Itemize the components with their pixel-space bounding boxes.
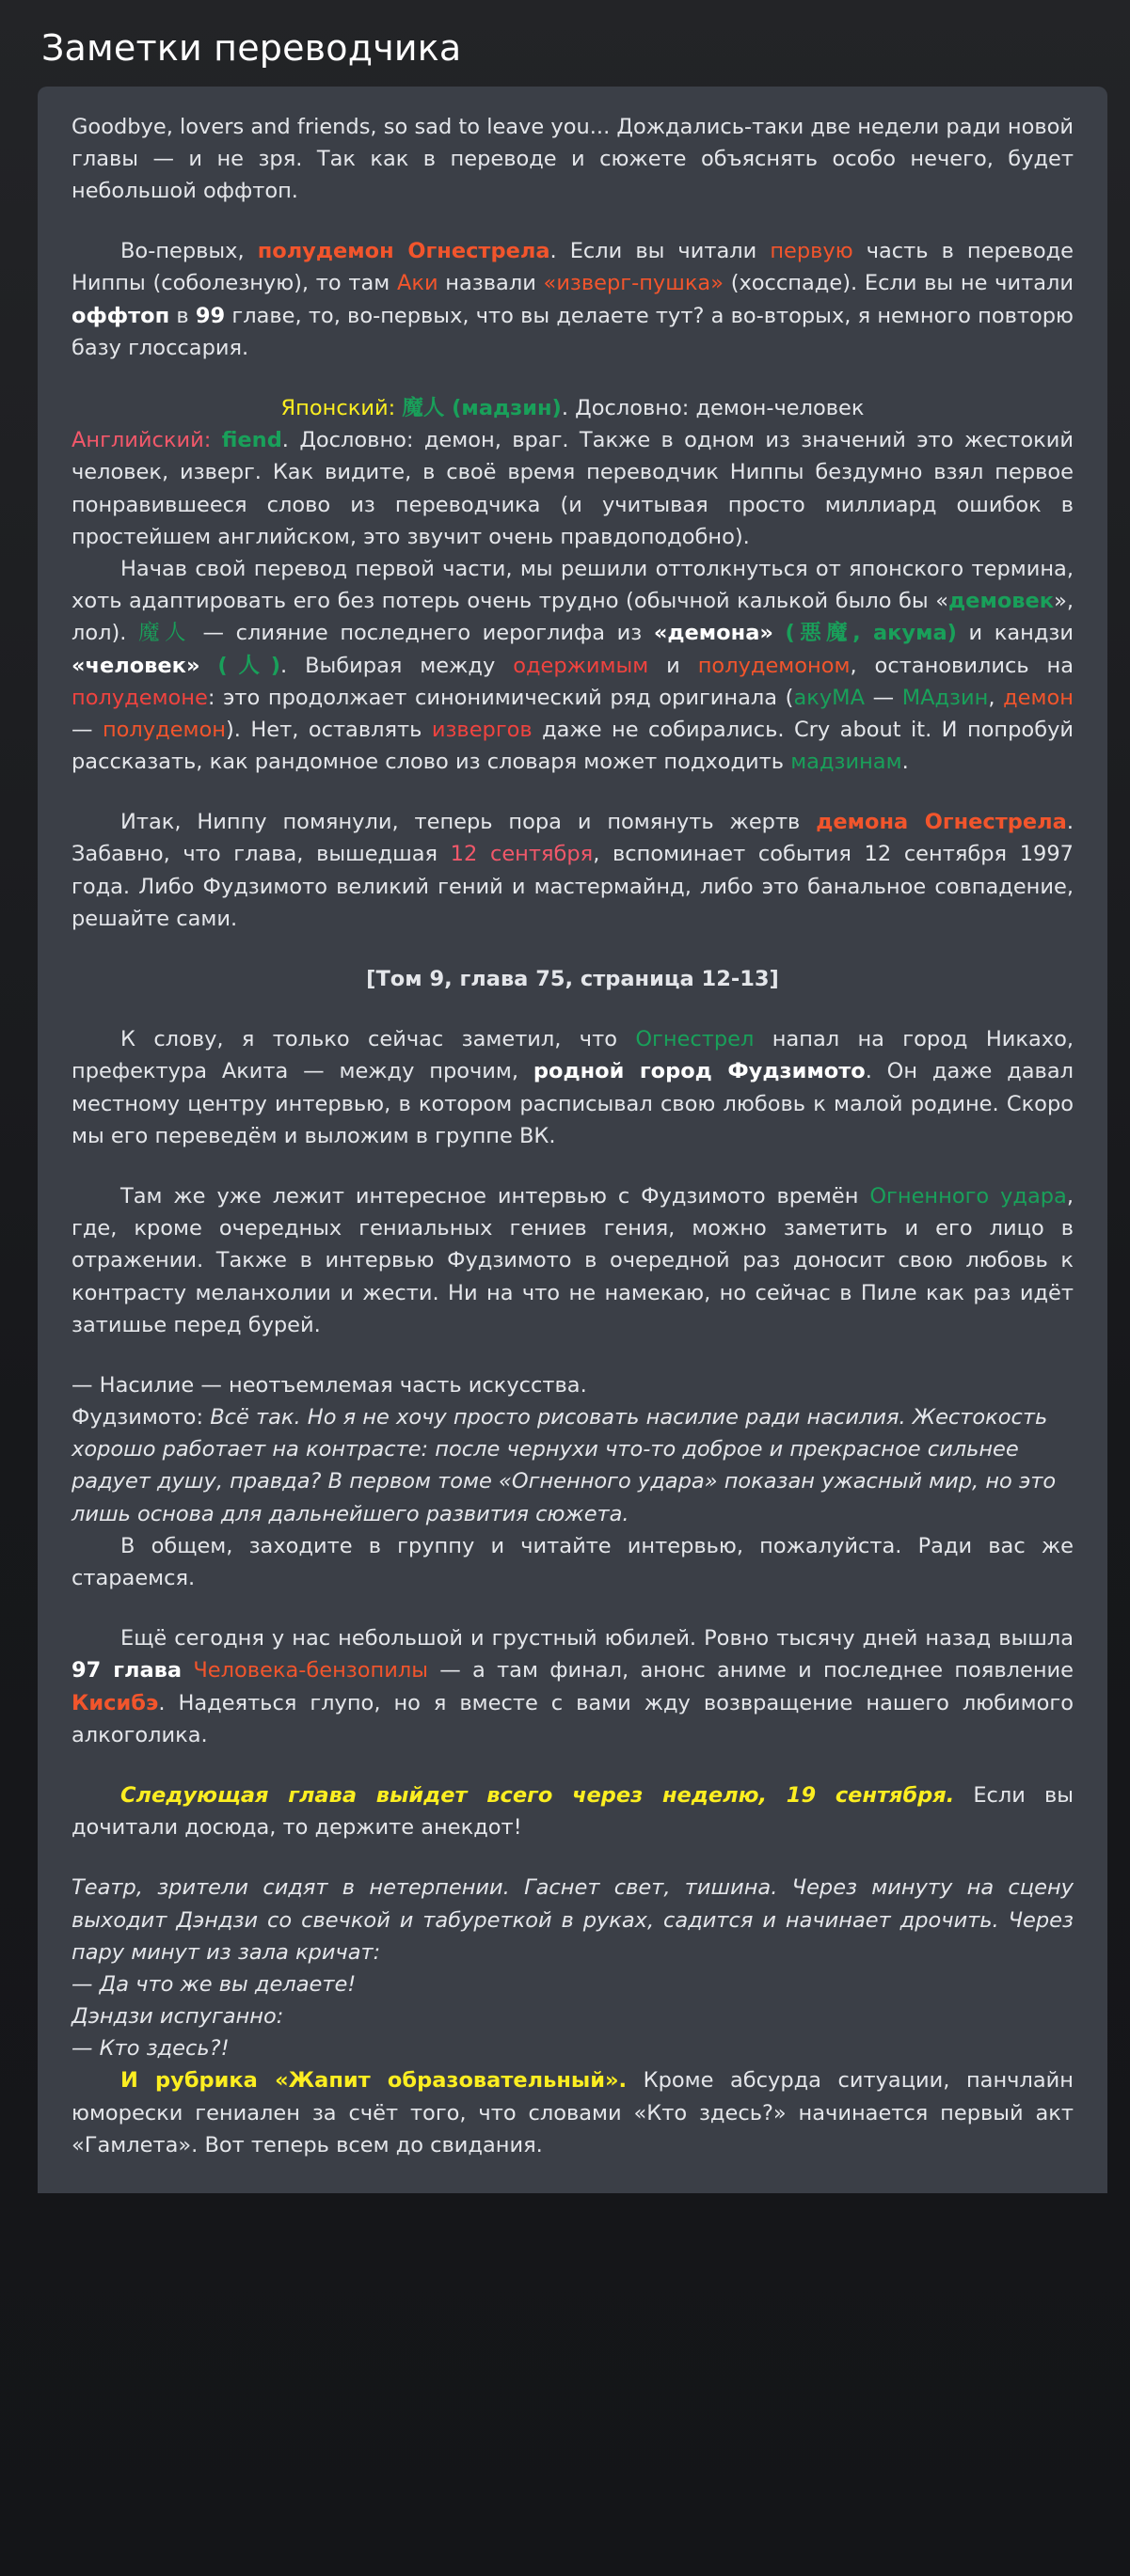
- text-run: . Надеяться глупо, но я вместе с вами жду возвращение нашего любимого алкоголика.: [72, 1690, 1074, 1747]
- speaker-fujimoto: Фудзимото:: [72, 1405, 211, 1430]
- text-run: , вспоминает события 12 сентября 1997 года. Либо Фудзимото великий гений и мастермайнд, либо это банальное совпадение, решайте сами.: [72, 842, 1074, 931]
- paragraph-next-chapter: [72, 1779, 1074, 1843]
- text-run: Если вы дочитали досюда, то держите анекдот!: [72, 1782, 1074, 1841]
- paragraph-intro: [72, 111, 1074, 208]
- interview-line-2: [72, 1401, 1074, 1530]
- paragraph-interview: [72, 1180, 1074, 1341]
- text-run: Кроме абсурда ситуации, панчлайн юморески гениален за счёт того, что словами «Кто здесь?» начинается первый акт «Гамлета». Вот теперь всем до свидания.: [72, 2068, 1074, 2157]
- rubric-title: И рубрика «Жапит образовательный».: [120, 2068, 628, 2094]
- term-fujimoto-hometown: родной город Фудзимото: [533, 1059, 866, 1084]
- term-human-word: «человек»: [72, 653, 200, 678]
- text-run: Начав свой перевод первой части, мы решили оттолкнуться от японского термина, хоть адаптировать его без потерь очень трудно (обычной калькой было бы «: [72, 556, 1074, 614]
- paragraph-1000-days: [72, 1622, 1074, 1751]
- text-run: — слияние последнего иероглифа из: [190, 621, 654, 646]
- note-card: [38, 87, 1107, 2193]
- text-run: Там же уже лежит интересное интервью с Фудзимото времён: [120, 1183, 870, 1209]
- term-halfdemon-1: полудемоном: [697, 653, 851, 678]
- term-aki: Аки: [396, 271, 438, 296]
- term-majin-kanji: 魔人: [138, 621, 191, 646]
- paragraph-join-group: В общем, заходите в группу и читайте интервью, пожалуйста. Ради вас же стараемся.: [72, 1533, 1074, 1590]
- text-run: . Дословно: демон, враг. Также в одном из значений это жестокий человек, изверг. Как видите, в своё время переводчик Ниппы бездумно взял первое понравившееся слово из переводчика (и учитывая просто миллиард ошибок в простейшем английском, это звучит очень правдоподобно).: [72, 428, 1074, 549]
- term-offtop: оффтоп: [72, 303, 170, 328]
- page-title: Заметки переводчика: [41, 27, 462, 69]
- text-run: , остановились на: [850, 653, 1074, 678]
- joke-line-2: [72, 1968, 1074, 2000]
- text-run: (хосспаде). Если вы не читали: [723, 271, 1074, 296]
- text-run: .: [901, 750, 909, 775]
- text-run: », лол).: [72, 589, 1074, 646]
- text-run: и кандзи: [956, 621, 1074, 646]
- interview-quote: Всё так. Но я не хочу просто рисовать насилие ради насилия. Жестокость хорошо работает на контрасте: после чернухи что-то доброе и прекрасное сильнее радует душу, правда? В первом томе «Огненного удара» показан ужасный мир, но это лишь основа для дальнейшего развития сюжета.: [72, 1405, 1057, 1526]
- term-akuma: акуМА: [793, 685, 865, 710]
- text-run: Итак, Ниппу помянули, теперь пора и помянуть жертв: [120, 810, 817, 835]
- term-first-part: первую: [770, 239, 853, 264]
- text-run: . Дословно: демон-человек: [561, 396, 865, 420]
- term-gun-devil: Огнестрел: [635, 1027, 755, 1052]
- text-run: . Он даже давал местному центру интервью, в котором расписывал свою любовь к малой родине. Скоро мы его переведём и выложим в группе ВК.: [72, 1059, 1074, 1148]
- text-run: назвали: [438, 271, 544, 296]
- joke-text: — Кто здесь?!: [72, 2036, 230, 2062]
- paragraph-rubric: [72, 2064, 1074, 2161]
- text-run: ). Нет, оставлять: [225, 717, 432, 742]
- joke-line-3: [72, 2000, 1074, 2032]
- text-run: главе, то, во-первых, что вы делаете тут? а во-вторых, я немного повторю базу глоссария.: [72, 303, 1074, 360]
- term-izverg-pushka: «изверг-пушка»: [543, 271, 724, 296]
- text-run: : это продолжает синонимический ряд оригинала (: [207, 685, 794, 710]
- term-majin: 魔人 (мадзин): [402, 396, 562, 420]
- text-run: , где, кроме очередных гениальных гениев гения, можно заметить и его лицо в отражении. Также в интервью Фудзимото в очередной раз доносит свою любовь к контрасту меланхолии и жести. Ни на что не намекаю, но сейчас в Пиле как раз идёт затишье перед бурей.: [72, 1183, 1074, 1337]
- term-demovek: демовек: [948, 589, 1055, 614]
- term-possessed: одержимым: [513, 653, 649, 678]
- text-run: К слову, я только сейчас заметил, что: [120, 1027, 636, 1052]
- term-demon: демон: [1003, 685, 1074, 710]
- term-fire-punch: Огненного удара: [869, 1183, 1067, 1209]
- term-chapter-97: 97 глава: [72, 1658, 183, 1683]
- term-akuma-kanji: (悪魔, акума): [785, 621, 957, 646]
- term-demon-word: «демона»: [653, 621, 773, 646]
- term-gun-demon: демона Огнестрела: [816, 810, 1067, 835]
- term-chapter-99: 99: [195, 303, 226, 328]
- text-run: Во-первых,: [120, 239, 258, 264]
- joke-line-4: [72, 2032, 1074, 2064]
- term-kishibe: Кисибэ: [72, 1690, 159, 1715]
- paragraph-anniversary-date: [72, 806, 1074, 935]
- page-header: [0, 0, 1130, 87]
- term-halfdemon-gun: полудемон Огнестрела: [257, 239, 550, 264]
- joke-text: Дэндзи испуганно:: [72, 2004, 284, 2030]
- text-run: часть в переводе Ниппы (соболезную), то там: [72, 239, 1074, 296]
- text-run: — а там финал, анонс аниме и последнее появление: [428, 1658, 1074, 1683]
- text-run: —: [864, 685, 902, 710]
- label-japanese: Японский:: [280, 396, 396, 420]
- paragraph-intro-text: Goodbye, lovers and friends, so sad to leave you... Дождались-таки две недели ради новой главы — и не зря. Так как в переводе и сюжете объяснять особо нечего, будет небольшой оффтоп.: [72, 114, 1074, 204]
- term-chainsaw-man: Человека-бензопилы: [182, 1658, 429, 1683]
- section-heading-volume: [Том 9, глава 75, страница 12-13]: [366, 967, 779, 991]
- term-halfdemon-2: полудемоне: [72, 685, 208, 710]
- text-run: Ещё сегодня у нас небольшой и грустный юбилей. Ровно тысячу дней назад вышла: [120, 1626, 1074, 1651]
- term-september-12: 12 сентября: [450, 842, 594, 867]
- paragraph-etymology: [72, 553, 1074, 778]
- text-run: . Если вы читали: [549, 239, 771, 264]
- text-run: даже не собирались. Cry about it. И попробуй рассказать, как рандомное слово из словаря может подходить: [72, 717, 1074, 775]
- glossary-japanese: [72, 392, 1074, 424]
- paragraph-halfdemon: [72, 235, 1074, 364]
- term-madzinam: мадзинам: [790, 750, 902, 775]
- text-run: и: [648, 653, 698, 678]
- term-fiend: fiend: [221, 428, 282, 453]
- term-madzin: МАдзин: [901, 685, 989, 710]
- term-izvergov: извергов: [431, 717, 533, 742]
- text-run: ,: [988, 685, 1004, 710]
- label-english: Английский:: [72, 428, 212, 453]
- announcement-next-chapter: Следующая глава выйдет всего через неделю, 19 сентября.: [120, 1782, 955, 1808]
- text-run: . Выбирая между: [280, 653, 514, 678]
- glossary-english: [72, 424, 1074, 553]
- term-halfdemon-3: полудемон: [102, 717, 226, 742]
- joke-line-1: Театр, зрители сидят в нетерпении. Гаснет свет, тишина. Через минуту на сцену выходит Дэндзи со свечкой и табуреткой в руках, садится и начинает дрочить. Через пару минут из зала кричат:: [72, 1875, 1074, 1965]
- joke-text: — Да что же вы делаете!: [72, 1971, 357, 1997]
- text-run: в: [169, 303, 196, 328]
- term-hito-kanji: (人): [217, 653, 281, 678]
- text-run: напал на город Никахо, префектура Акита — между прочим,: [72, 1027, 1074, 1084]
- text-run: . Забавно, что глава, вышедшая: [72, 810, 1074, 867]
- paragraph-nikaho: [72, 1023, 1074, 1152]
- interview-line-1: — Насилие — неотъемлемая часть искусства.: [72, 1372, 587, 1398]
- text-run: —: [72, 717, 103, 742]
